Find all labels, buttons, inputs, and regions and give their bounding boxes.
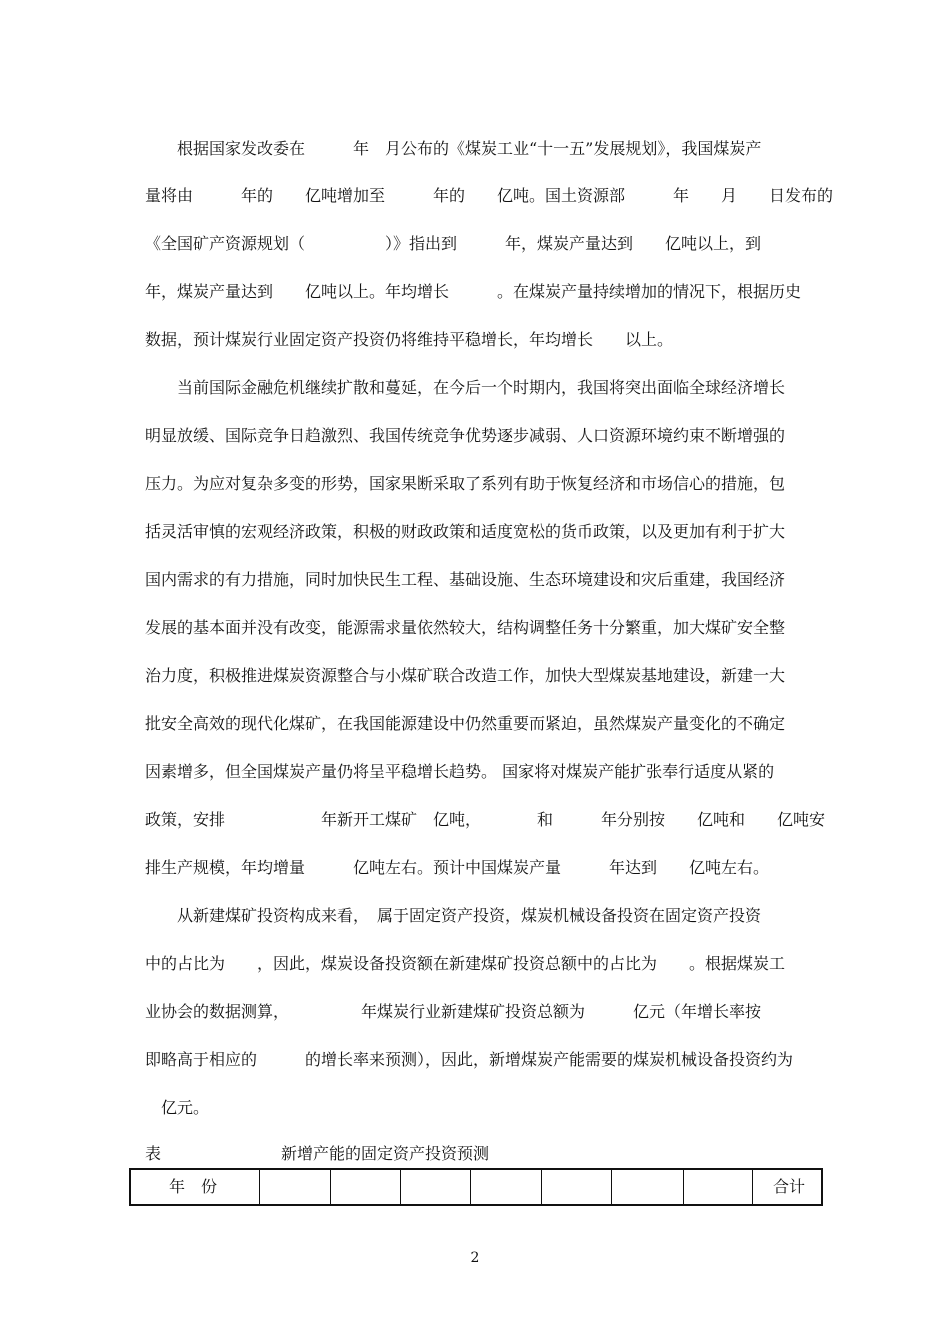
paragraph-1-line-3: 《全国矿产资源规划（ ）》指出到 年，煤炭产量达到 亿吨以上，到 <box>145 234 762 253</box>
paragraph-3-line-3: 业协会的数据测算， 年煤炭行业新建煤矿投资总额为 亿元（年增长率按 <box>145 1002 762 1021</box>
paragraph-2-line-7: 治力度，积极推进煤炭资源整合与小煤矿联合改造工作，加快大型煤炭基地建设，新建一大 <box>145 666 786 685</box>
table-header-cell <box>542 1170 612 1204</box>
paragraph-2-line-10: 政策，安排 年新开工煤矿 亿吨， 和 年分别按 亿吨和 亿吨安 <box>145 810 826 829</box>
paragraph-2-line-11: 排生产规模，年均增量 亿吨左右。预计中国煤炭产量 年达到 亿吨左右。 <box>145 858 770 877</box>
paragraph-2-line-9: 因素增多，但全国煤炭产量仍将呈平稳增长趋势。 国家将对煤炭产能扩张奉行适度从紧的 <box>145 762 775 781</box>
table-header-cell <box>331 1170 401 1204</box>
table-header-cell <box>471 1170 542 1204</box>
table-caption-label: 表 <box>145 1144 162 1163</box>
table-header-cell <box>260 1170 331 1204</box>
table-header-year: 年 份 <box>131 1170 260 1204</box>
table-header-cell <box>612 1170 684 1204</box>
paragraph-3-line-4: 即略高于相应的 的增长率来预测），因此，新增煤炭产能需要的煤炭机械设备投资约为 <box>145 1050 794 1069</box>
table-header-total: 合计 <box>773 1177 806 1196</box>
paragraph-3-line-2: 中的占比为 ，因此，煤炭设备投资额在新建煤矿投资总额中的占比为 。根据煤炭工 <box>145 954 786 973</box>
paragraph-2-line-6: 发展的基本面并没有改变，能源需求量依然较大，结构调整任务十分繁重，加大煤矿安全整 <box>145 618 786 637</box>
paragraph-2-line-4: 括灵活审慎的宏观经济政策，积极的财政政策和适度宽松的货币政策，以及更加有利于扩大 <box>145 522 786 541</box>
paragraph-3-line-5: 亿元。 <box>145 1098 210 1117</box>
table-caption-title: 新增产能的固定资产投资预测 <box>281 1144 490 1163</box>
table-header-cell <box>684 1170 753 1204</box>
paragraph-2-line-5: 国内需求的有力措施，同时加快民生工程、基础设施、生态环境建设和灾后重建，我国经济 <box>145 570 786 589</box>
paragraph-2-line-3: 压力。为应对复杂多变的形势，国家果断采取了系列有助于恢复经济和市场信心的措施，包 <box>145 474 786 493</box>
paragraph-1-line-2: 量将由 年的 亿吨增加至 年的 亿吨。国土资源部 年 月 日发布的 <box>145 186 834 205</box>
paragraph-1-line-5: 数据，预计煤炭行业固定资产投资仍将维持平稳增长，年均增长 以上。 <box>145 330 674 349</box>
page-number: 2 <box>470 1250 480 1266</box>
paragraph-3-line-1: 从新建煤矿投资构成来看， 属于固定资产投资，煤炭机械设备投资在固定资产投资 <box>177 906 762 925</box>
paragraph-1-line-4: 年，煤炭产量达到 亿吨以上。年均增长 。在煤炭产量持续增加的情况下，根据历史 <box>145 282 802 301</box>
table-header-cell <box>401 1170 471 1204</box>
paragraph-2-line-1: 当前国际金融危机继续扩散和蔓延，在今后一个时期内，我国将突出面临全球经济增长 <box>177 378 786 397</box>
investment-forecast-table <box>129 1168 823 1206</box>
paragraph-2-line-8: 批安全高效的现代化煤矿，在我国能源建设中仍然重要而紧迫，虽然煤炭产量变化的不确定 <box>145 714 786 733</box>
paragraph-2-line-2: 明显放缓、国际竞争日趋激烈、我国传统竞争优势逐步减弱、人口资源环境约束不断增强的 <box>145 426 786 445</box>
paragraph-1-line-1: 根据国家发改委在 年 月公布的《煤炭工业“十一五”发展规划》，我国煤炭产 <box>177 139 762 158</box>
